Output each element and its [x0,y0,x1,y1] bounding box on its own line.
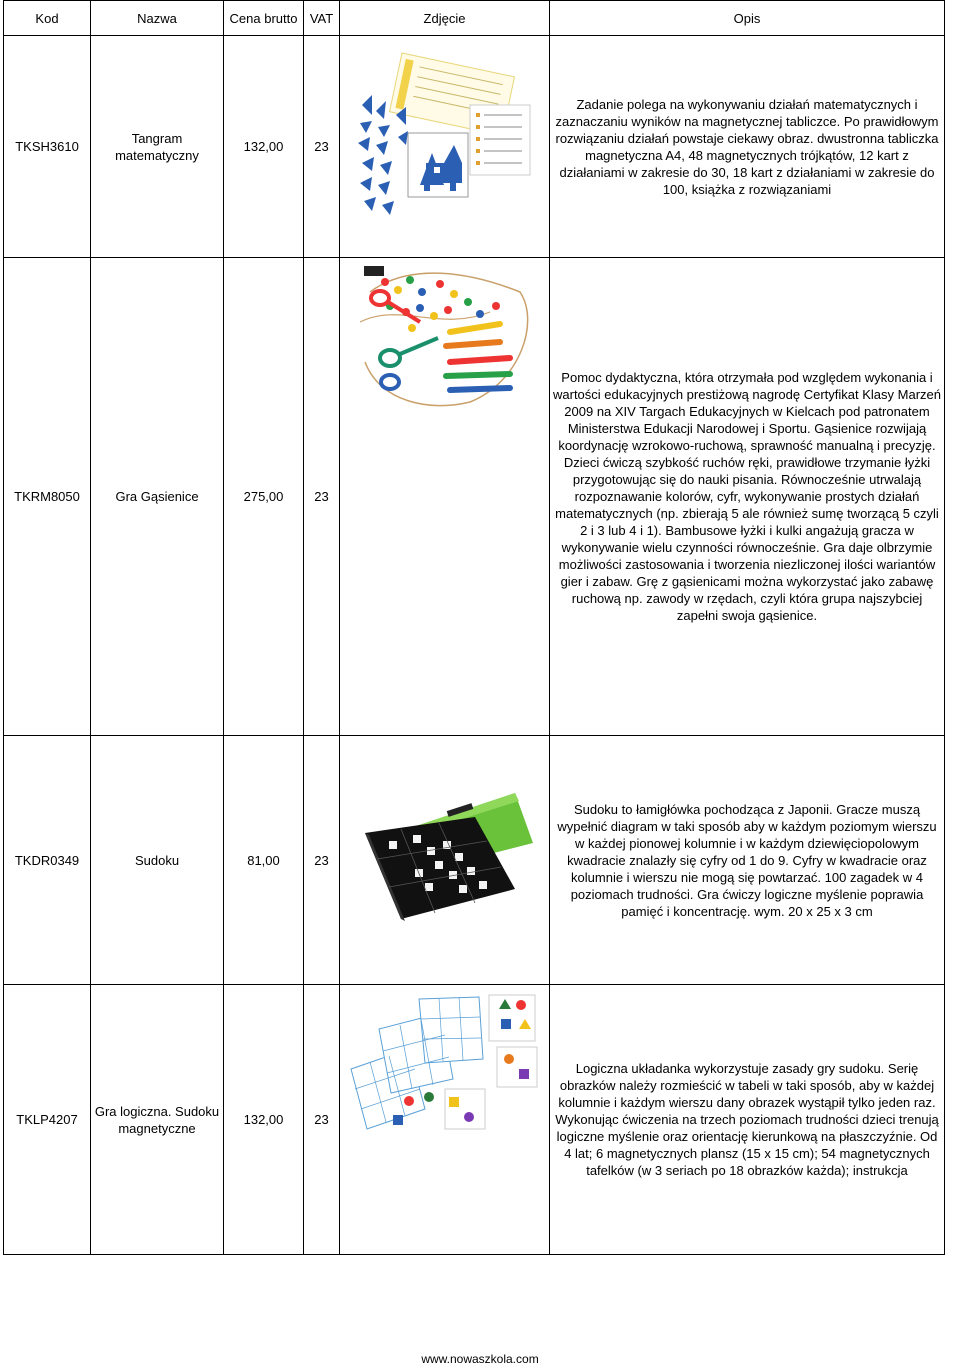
product-price: 132,00 [224,36,304,258]
product-name: Gra Gąsienice [91,258,224,736]
tangram-product-photo [350,45,540,245]
product-price: 275,00 [224,258,304,736]
product-price: 132,00 [224,985,304,1255]
header-row [4,1,945,36]
product-vat: 23 [304,258,340,736]
table-row [4,258,945,736]
header-zdjecie: Zdjęcie [340,1,550,36]
product-table [3,0,945,1255]
product-photo-cell [340,258,550,736]
caterpillar-game-photo [350,262,540,417]
header-cena: Cena brutto [224,1,304,36]
product-photo-cell [340,36,550,258]
product-code: TKDR0349 [4,736,91,985]
product-description: Pomoc dydaktyczna, która otrzymała pod względem wykonania i wartości edukacyjnych prestiżową nagrodę Certyfikat Klasy Marzeń 2009 na XIV Targach Edukacyjnych w Kielcach pod patronatem Ministerstwa Edukacji Narodowej i Sportu. Gąsienice rozwijają koordynację wzrokowo-ruchową, sprawność manualną i precyzję. Dzieci ćwiczą szybkość ruchów ręki, prawidłowe trzymanie łyżki przygotowując się do nauki pisania. Równocześnie utrwalają rozpoznawanie kolorów, cyfr, wykonywanie prostych działań matematycznych (np. zbierają 5 ale również sumę tworzącą 5 czyli 2 i 3 lub 4 i 1). Bambusowe łyżki i kulki angażują gracza w wykonywanie wielu czynności równocześnie. Gra daje olbrzymie możliwości zastosowania i tworzenia niezliczonej ilości wariantów gier i zabaw. Grę z gąsienicami można wykorzystać jako zabawę ruchową np. zawody w rzędach, czyli która grupa najszybciej zapełni swoja gąsienice. [550,258,945,736]
magnetic-sudoku-photo [349,989,541,1139]
product-description: Zadanie polega na wykonywaniu działań matematycznych i zaznaczaniu wyników na magnetycznej tabliczce. Po prawidłowym rozwiązaniu działań powstaje ciekawy obraz. dwustronna tabliczka magnetyczna A4, 48 magnetycznych trójkątów, 12 kart z działaniami w zakresie do 30, 18 kart z działaniami w zakresie do 100, książka z rozwiązaniami [550,36,945,258]
header-nazwa: Nazwa [91,1,224,36]
product-name: Sudoku [91,736,224,985]
header-opis: Opis [550,1,945,36]
footer-url: www.nowaszkola.com [421,1352,539,1366]
table-row [4,736,945,985]
product-price: 81,00 [224,736,304,985]
product-description: Sudoku to łamigłówka pochodząca z Japonii. Gracze muszą wypełnić diagram w taki sposób aby w każdym poziomym wierszu w każdej pionowej kolumnie i w każdym dziewięciopolowym kwadracie znalazły się cyfry od 1 do 9. Cyfry w kwadracie oraz kolumnie i wierszu nie mogą się powtarzać. 100 zagadek w 4 poziomach trudności. Gra ćwiczy logiczne myślenie poprawia pamięć i koncentrację. wym. 20 x 25 x 3 cm [550,736,945,985]
product-description: Logiczna układanka wykorzystuje zasady gry sudoku. Serię obrazków należy rozmieścić w tabeli w taki sposób, aby w każdej kolumnie i każdym wierszu dany obrazek wystąpił tylko jeden raz. Wykonując ćwiczenia na trzech poziomach trudności dzieci trenują logiczne myślenie oraz orientację kierunkową na płaszczyźnie. Od 4 lat; 6 magnetycznych plansz (15 x 15 cm); 54 magnetycznych tafelków (w 3 seriach po 18 obrazków każda); instrukcja [550,985,945,1255]
product-vat: 23 [304,36,340,258]
product-code: TKRM8050 [4,258,91,736]
product-code: TKLP4207 [4,985,91,1255]
header-kod: Kod [4,1,91,36]
table-row [4,36,945,258]
table-row [4,985,945,1255]
product-vat: 23 [304,736,340,985]
product-photo-cell [340,736,550,985]
header-vat: VAT [304,1,340,36]
product-photo-cell [340,985,550,1255]
product-name: Gra logiczna. Sudoku magnetyczne [91,985,224,1255]
product-code: TKSH3610 [4,36,91,258]
product-vat: 23 [304,985,340,1255]
product-name: Tangram matematyczny [91,36,224,258]
sudoku-board-photo [355,793,535,923]
